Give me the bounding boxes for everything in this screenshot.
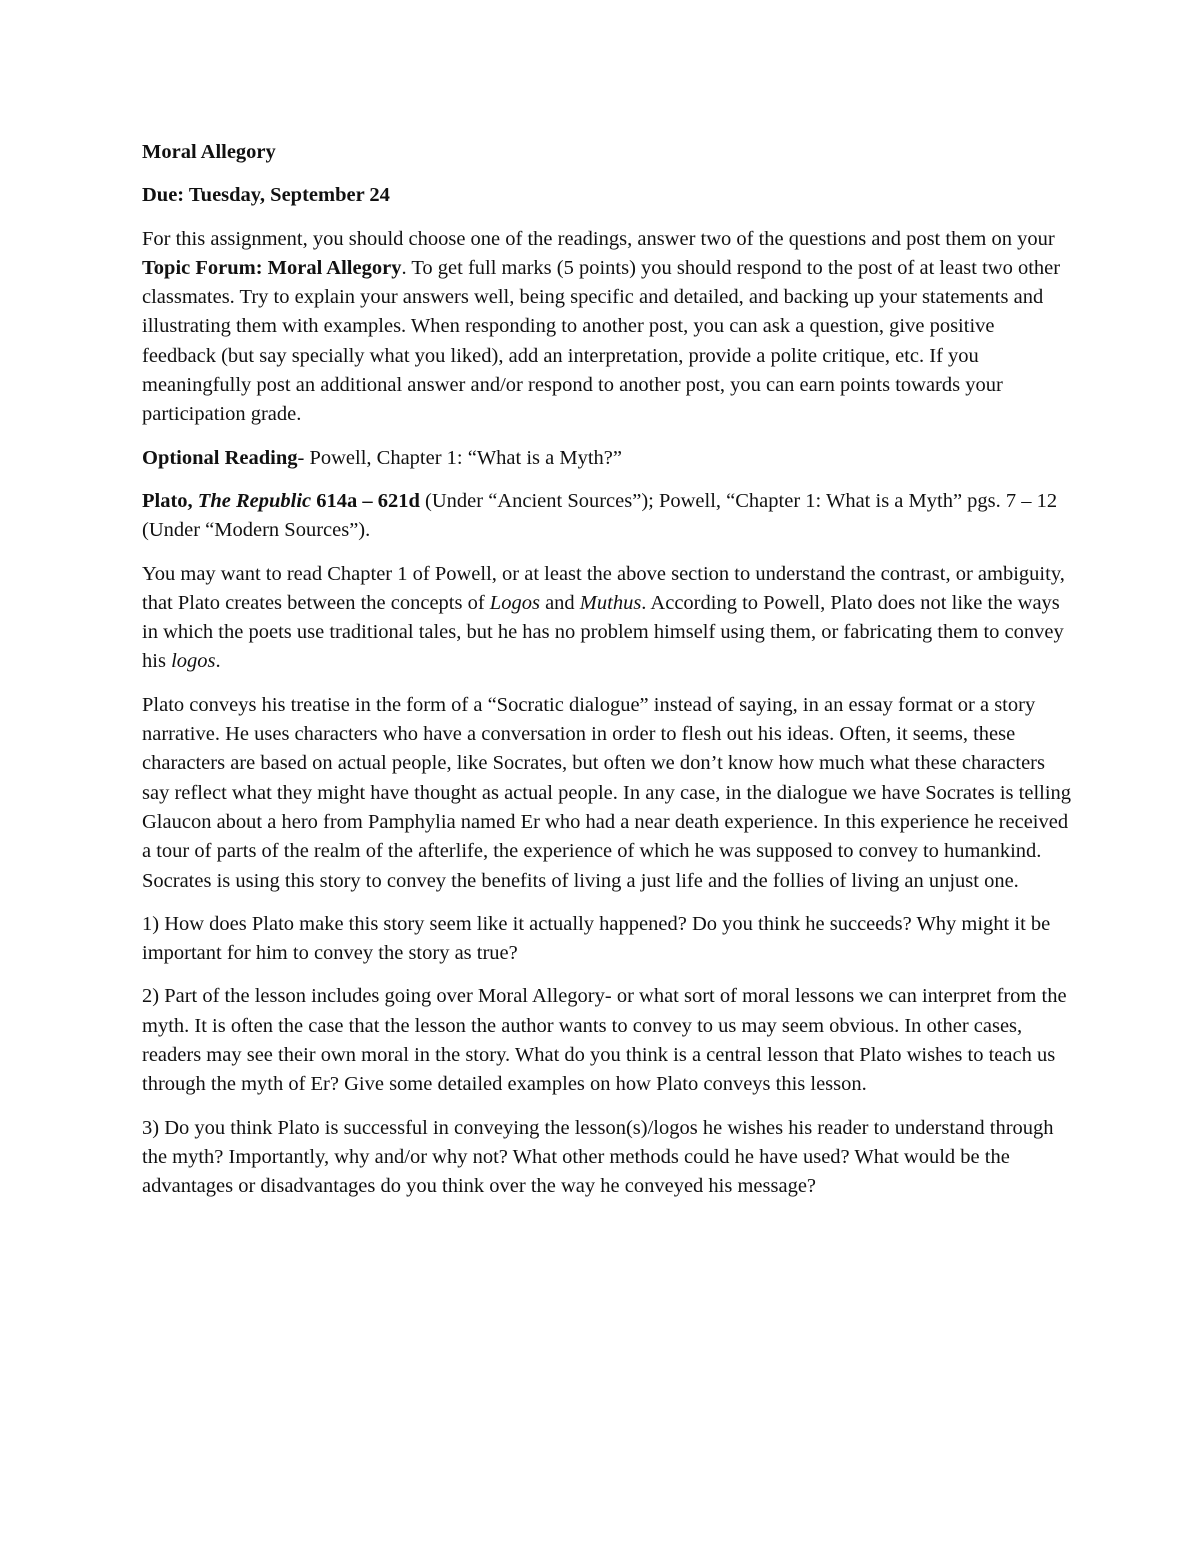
term-logos: Logos	[489, 591, 540, 614]
socratic-dialogue-paragraph: Plato conveys his treatise in the form of a “Socratic dialogue” instead of saying, in an essay format or a story narrative. He uses characters who have a conversation in order to flesh out his ideas. Often, it seems, these characters are based on actual people, like Socrates, but often we don’t know how much what these characters say reflect what they might have thought as actual people. In any case, in the dialogue we have Socrates is telling Glaucon about a hero from Pamphylia named Er who had a near death experience. In this experience he received a tour of parts of the realm of the afterlife, the experience of which he was supposed to convey to humankind. Socrates is using this story to convey the benefits of living a just life and the follies of living an unjust one.	[142, 693, 1072, 892]
instructions-text-1: For this assignment, you should choose one of the readings, answer two of the questions and post them on your	[142, 227, 1055, 250]
reading-work-title: The Republic	[197, 489, 312, 512]
question-2: 2) Part of the lesson includes going over Moral Allegory- or what sort of moral lessons we can interpret from the myth. It is often the case that the lesson the author wants to convey to us may seem obvious. In other cases, readers may see their own moral in the story. What do you think is a central lesson that Plato wishes to teach us through the myth of Er? Give some detailed examples on how Plato conveys this lesson.	[142, 985, 1067, 1096]
assignment-instructions	[142, 225, 1072, 430]
topic-forum-name: Topic Forum: Moral Allegory	[142, 256, 402, 279]
required-reading	[142, 487, 1072, 546]
term-logos-2: logos	[171, 650, 216, 673]
logos-muthus-paragraph	[142, 560, 1072, 677]
contrast-and: and	[539, 591, 580, 614]
due-date: Due: Tuesday, September 24	[142, 184, 390, 207]
question-3: 3) Do you think Plato is successful in conveying the lesson(s)/logos he wishes his reader to understand through the myth? Importantly, why and/or why not? What other methods could he have used? What would be the advantages or disadvantages do you think over the way he conveyed his message?	[142, 1116, 1054, 1198]
reading-sources: (Under “Ancient Sources”); Powell, “Chapter 1: What is a Myth” pgs. 7 – 12 (Under “Modern Sources”).	[142, 489, 1058, 542]
optional-reading	[142, 444, 1072, 473]
contrast-end: .	[215, 650, 221, 673]
instructions-text-2: . To get full marks (5 points) you should respond to the post of at least two other classmates. Try to explain your answers well, being specific and detailed, and backing up your statements and illustrating them with examples. When responding to another post, you can ask a question, give positive feedback (but say specially what you liked), add an interpretation, provide a polite critique, etc. If you meaningfully post an additional answer and/or respond to another post, you can earn points towards your participation grade.	[142, 256, 1061, 426]
reading-author: Plato,	[142, 489, 198, 512]
contrast-text-1: You may want to read Chapter 1 of Powell, or at least the above section to understand the contrast, or ambiguity, that Plato creates between the concepts of	[142, 562, 1065, 614]
document-title: Moral Allegory	[142, 141, 276, 163]
document-page	[142, 138, 1072, 1216]
optional-reading-text: - Powell, Chapter 1: “What is a Myth?”	[297, 446, 622, 469]
reading-range: 614a – 621d	[311, 489, 420, 512]
contrast-text-2: . According to Powell, Plato does not like the ways in which the poets use traditional tales, but he has no problem himself using them, or fabricating them to convey his	[142, 591, 1064, 673]
term-muthus: Muthus	[579, 591, 642, 614]
question-1: 1) How does Plato make this story seem like it actually happened? Do you think he succeeds? Why might it be important for him to convey the story as true?	[142, 912, 1051, 965]
optional-reading-label: Optional Reading	[142, 446, 298, 469]
